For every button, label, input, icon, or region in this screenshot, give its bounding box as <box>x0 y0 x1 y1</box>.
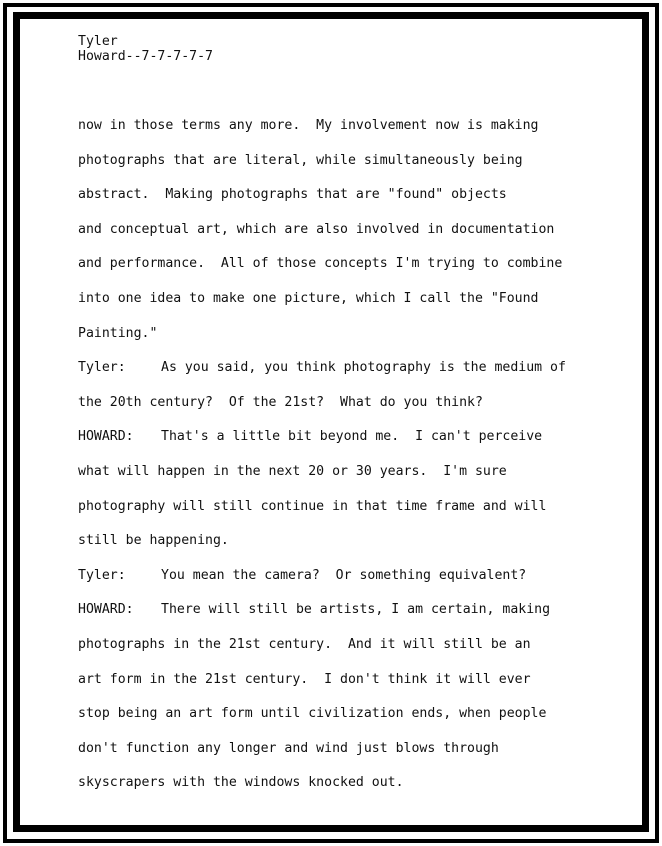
dialogue-text: As you said, you think photography is the medium of <box>161 360 566 376</box>
speaker-label: HOWARD: <box>78 602 134 618</box>
dialogue-line <box>78 429 618 464</box>
text-line: what will happen in the next 20 or 30 years. I'm sure <box>78 463 507 479</box>
transcript-body <box>78 118 618 810</box>
text-line: and conceptual art, which are also involved in documentation <box>78 221 555 237</box>
text-line: art form in the 21st century. I don't think it will ever <box>78 671 531 687</box>
text-line: now in those terms any more. My involvement now is making <box>78 118 539 133</box>
text-line: skyscrapers with the windows knocked out. <box>78 775 404 791</box>
header-name: Tyler <box>78 34 118 49</box>
speaker-label: HOWARD: <box>78 429 134 445</box>
dialogue-text: That's a little bit beyond me. I can't perceive <box>161 429 543 445</box>
typewritten-page <box>78 34 618 791</box>
text-line: and performance. All of those concepts I'm trying to combine <box>78 256 563 272</box>
dialogue-line <box>78 360 618 395</box>
speaker-label: Tyler: <box>78 567 126 583</box>
text-line: photographs that are literal, while simultaneously being <box>78 152 523 168</box>
text-line: don't function any longer and wind just blows through <box>78 740 499 756</box>
speaker-label: Tyler: <box>78 360 126 376</box>
text-line: still be happening. <box>78 533 229 549</box>
text-line: the 20th century? Of the 21st? What do you think? <box>78 394 483 410</box>
text-line: Painting." <box>78 325 158 341</box>
text-line: photographs in the 21st century. And it will still be an <box>78 636 531 652</box>
dialogue-text: You mean the camera? Or something equivalent? <box>161 567 527 583</box>
header-page-ref: Howard--7-7-7-7-7 <box>78 49 213 64</box>
text-line: photography will still continue in that time frame and will <box>78 498 547 514</box>
dialogue-line <box>78 568 618 603</box>
text-line: stop being an art form until civilization ends, when people <box>78 706 547 722</box>
dialogue-text: There will still be artists, I am certain, making <box>161 602 551 618</box>
text-line: into one idea to make one picture, which I call the "Found <box>78 290 539 306</box>
text-line: abstract. Making photographs that are "found" objects <box>78 187 507 203</box>
dialogue-line <box>78 602 618 637</box>
